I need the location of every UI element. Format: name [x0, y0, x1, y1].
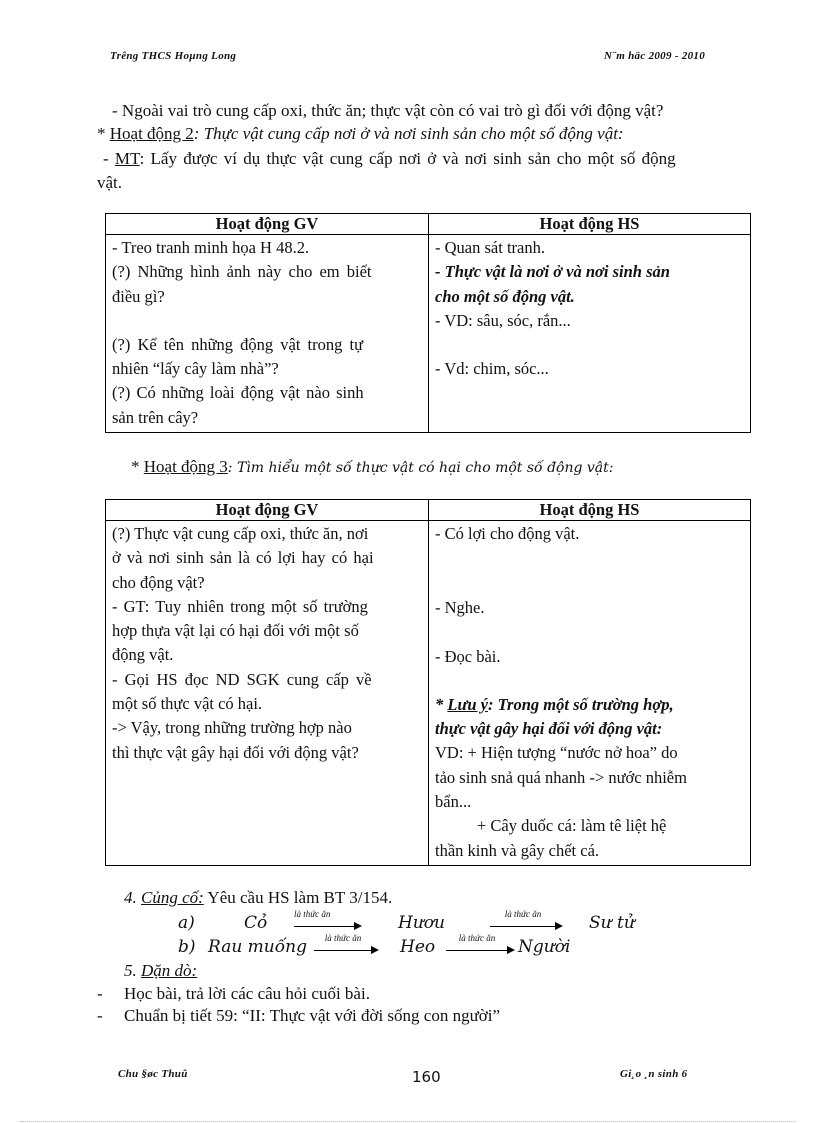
table1-hs-line: - Vd: chim, sóc...	[435, 359, 549, 379]
activity-2-star: *	[97, 124, 110, 143]
activity-3-label: Hoạt động 3	[143, 457, 228, 476]
footer-author: Chu §øc Thuû	[118, 1068, 188, 1080]
table2-hs-line: VD: + Hiện tượng “nước nở hoa” do	[435, 743, 678, 763]
table2-gv-line: một số thực vật có hại.	[112, 694, 263, 714]
table1-header-gv: Hoạt động GV	[106, 214, 429, 235]
chain-a-label: a)	[178, 913, 195, 933]
consolidation-text: Yêu cầu HS làm BT 3/154.	[203, 888, 393, 907]
table2-gv-line: - GT: Tuy nhiên trong một số trường	[112, 596, 368, 616]
activity-2-label: Hoạt động 2	[109, 124, 194, 143]
chain-b-item-2: Heo	[400, 937, 436, 957]
objective-label: MT	[114, 149, 140, 168]
table2-hs-line: + Cây duốc cá: làm tê liệt hệ	[477, 816, 667, 836]
homework-item-text: Học bài, trả lời các câu hỏi cuối bài.	[124, 984, 370, 1003]
table2-hs-line: - Đọc bài.	[435, 646, 501, 666]
table2-gv-line: động vật.	[112, 645, 174, 665]
homework-label: Dặn dò:	[141, 961, 198, 980]
chain-b-item-1: Rau muống	[208, 937, 307, 957]
homework-item	[97, 982, 370, 1006]
table2-header-hs: Hoạt động HS	[429, 500, 751, 521]
table1-hs-line: - Thực vật là nơi ở và nơi sinh sản	[435, 262, 670, 282]
table2-gv-line: - Gọi HS đọc ND SGK cung cấp về	[112, 669, 372, 689]
table2-gv-cell	[106, 521, 429, 866]
chain-a-item-2: Hươu	[398, 913, 445, 933]
chain-a-arrow-1	[294, 926, 354, 927]
objective-text-line2: vật.	[97, 173, 123, 192]
objective-text-line1: : Lấy được ví dụ thực vật cung cấp nơi ở và nơi sinh sản cho một số động	[139, 149, 676, 168]
table1-hs-line: - VD: sâu, sóc, rắn...	[435, 310, 571, 330]
arrow-head-icon	[354, 922, 362, 930]
chain-a-arrow-1-label: là thức ăn	[294, 909, 331, 919]
question-other-roles: - Ngoài vai trò cung cấp oxi, thức ăn; thực vật còn có vai trò gì đối với động vật?	[112, 101, 664, 120]
table1-hs-line: - Quan sát tranh.	[435, 238, 545, 257]
table1-gv-line: - Treo tranh minh họa H 48.2.	[112, 238, 310, 257]
table2-gv-line: thì thực vật gây hại đối với động vật?	[112, 742, 359, 762]
note-text: : Trong một số trường hợp,	[487, 694, 674, 714]
table1-gv-line: (?) Kể tên những động vật trong tự	[112, 334, 364, 354]
chain-b-item-3: Người	[518, 937, 571, 957]
arrow-head-icon	[507, 946, 515, 954]
consolidation-number: 4.	[124, 888, 141, 907]
table2-hs-line: thực vật gây hại đối với động vật:	[435, 719, 663, 739]
table2-gv-line: (?) Thực vật cung cấp oxi, thức ăn, nơi	[112, 524, 369, 543]
header-year: N¨m häc 2009 - 2010	[604, 50, 706, 62]
activity-2-heading	[97, 122, 624, 146]
table2-header-gv: Hoạt động GV	[106, 500, 429, 521]
table1-hs-line: cho một số động vật.	[435, 286, 575, 306]
bullet-dash-icon: -	[97, 1006, 103, 1025]
objective-dash: -	[103, 149, 115, 168]
table1-gv-line: (?) Có những loài động vật nào sinh	[112, 383, 364, 403]
table2-gv-line: ở và nơi sinh sản là có lợi hay có hại	[112, 548, 374, 568]
header-school: Trêng THCS Hoµng Long	[110, 50, 237, 62]
chain-a-item-3: Sư tử	[589, 913, 635, 933]
activity-3-star: *	[131, 457, 144, 476]
page-bottom-rule	[20, 1121, 796, 1122]
table2-hs-cell	[429, 521, 751, 866]
table1-gv-line: (?) Những hình ảnh này cho em biết	[112, 262, 372, 282]
chain-a-item-1: Cỏ	[244, 913, 268, 933]
table2-gv-line: cho động vật?	[112, 572, 205, 592]
footer-title: Gi¸o ¸n sinh 6	[620, 1068, 688, 1080]
chain-b-arrow-1-label: là thức ăn	[324, 933, 362, 943]
table1-gv-line: sản trên cây?	[112, 407, 199, 427]
table2-hs-line: bẩn...	[435, 792, 472, 812]
activity-2-title: : Thực vật cung cấp nơi ở và nơi sinh sản cho một số động vật:	[193, 124, 624, 143]
table1-gv-line: nhiên “lấy cây làm nhà”?	[112, 359, 279, 379]
arrow-head-icon	[371, 946, 379, 954]
page-number: 160	[412, 1068, 441, 1086]
arrow-head-icon	[555, 922, 563, 930]
table1-gv-line	[112, 309, 422, 333]
table2-gv-line: hợp thựa vật lại có hại đối với một số	[112, 621, 359, 641]
table2-hs-line: tảo sinh snả quá nhanh -> nước nhiễm	[435, 767, 687, 787]
homework-item	[97, 1004, 500, 1028]
note-label: Lưu ý	[447, 694, 488, 714]
table1-gv-line: điều gì?	[112, 286, 165, 306]
table1-gv-cell	[106, 235, 429, 433]
table2-gv-line: -> Vậy, trong những trường hợp nào	[112, 718, 352, 738]
table2-hs-line: thần kinh và gây chết cá.	[435, 840, 600, 860]
activity-3-title: : Tìm hiểu một số thực vật có hại cho một số động vật:	[227, 460, 614, 476]
table1-hs-cell	[429, 235, 751, 433]
table1-header-hs: Hoạt động HS	[429, 214, 751, 235]
chain-b-arrow-2	[446, 950, 508, 951]
objective	[97, 147, 758, 195]
note-star: *	[435, 694, 448, 714]
activity-3-heading	[131, 455, 614, 480]
table2-hs-note	[435, 693, 744, 717]
chain-a-arrow-2-label: là thức ăn	[504, 909, 542, 919]
homework-item-text: Chuẩn bị tiết 59: “II: Thực vật với đời sống con người”	[124, 1006, 501, 1025]
consolidation-heading	[124, 886, 392, 910]
chain-b-arrow-2-label: là thức ăn	[458, 933, 496, 943]
chain-b-label: b)	[178, 937, 196, 957]
chain-a-arrow-2	[490, 926, 556, 927]
consolidation-label: Củng cố:	[141, 888, 204, 907]
table1-hs-line	[435, 333, 744, 357]
homework-number: 5.	[124, 961, 141, 980]
table2-hs-line: - Nghe.	[435, 598, 485, 618]
activity-3-table	[105, 499, 751, 866]
table2-hs-line: - Có lợi cho động vật.	[435, 524, 580, 543]
chain-b-arrow-1	[314, 950, 372, 951]
homework-heading	[124, 959, 197, 983]
bullet-dash-icon: -	[97, 984, 103, 1003]
activity-2-table	[105, 213, 751, 433]
